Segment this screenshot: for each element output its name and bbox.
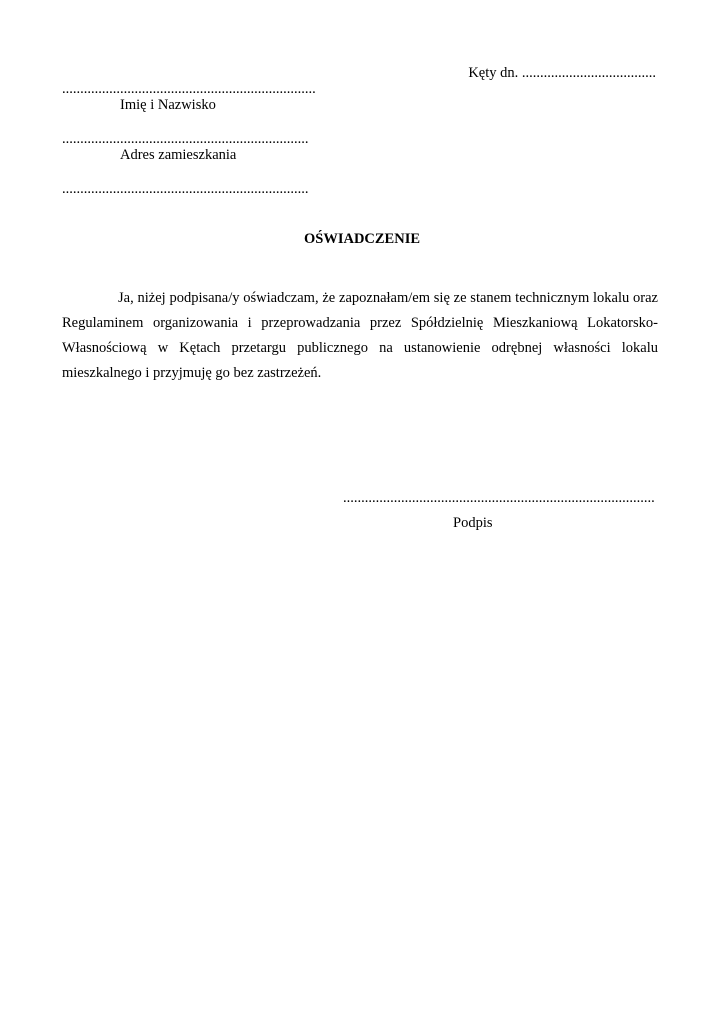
signature-dotted-line: ...................................................................................... <box>343 490 655 506</box>
name-label: Imię i Nazwisko <box>120 97 216 113</box>
address-label: Adres zamieszkania <box>120 147 237 163</box>
declaration-paragraph: Ja, niżej podpisana/y oświadczam, że zapoznałam/em się ze stanem technicznym lokalu oraz Regulaminem organizowania i przeprowadzania przez Spółdzielnię Mieszkaniową Lokatorsko-Własnościową w Kętach przetargu publicznego na ustanowienie odrębnej własności lokalu mieszkalnego i przyjmuję go bez zastrzeżeń. <box>62 290 658 381</box>
document-title: OŚWIADCZENIE <box>303 231 421 247</box>
address-dotted-line: .................................................................... <box>62 131 309 147</box>
name-dotted-line: ...................................................................... <box>62 81 316 97</box>
place-date-line: Kęty dn. ..................................... <box>468 65 656 81</box>
signature-label: Podpis <box>453 515 493 531</box>
address-second-dotted-line: .................................................................... <box>62 181 309 197</box>
declaration-body <box>62 286 658 386</box>
